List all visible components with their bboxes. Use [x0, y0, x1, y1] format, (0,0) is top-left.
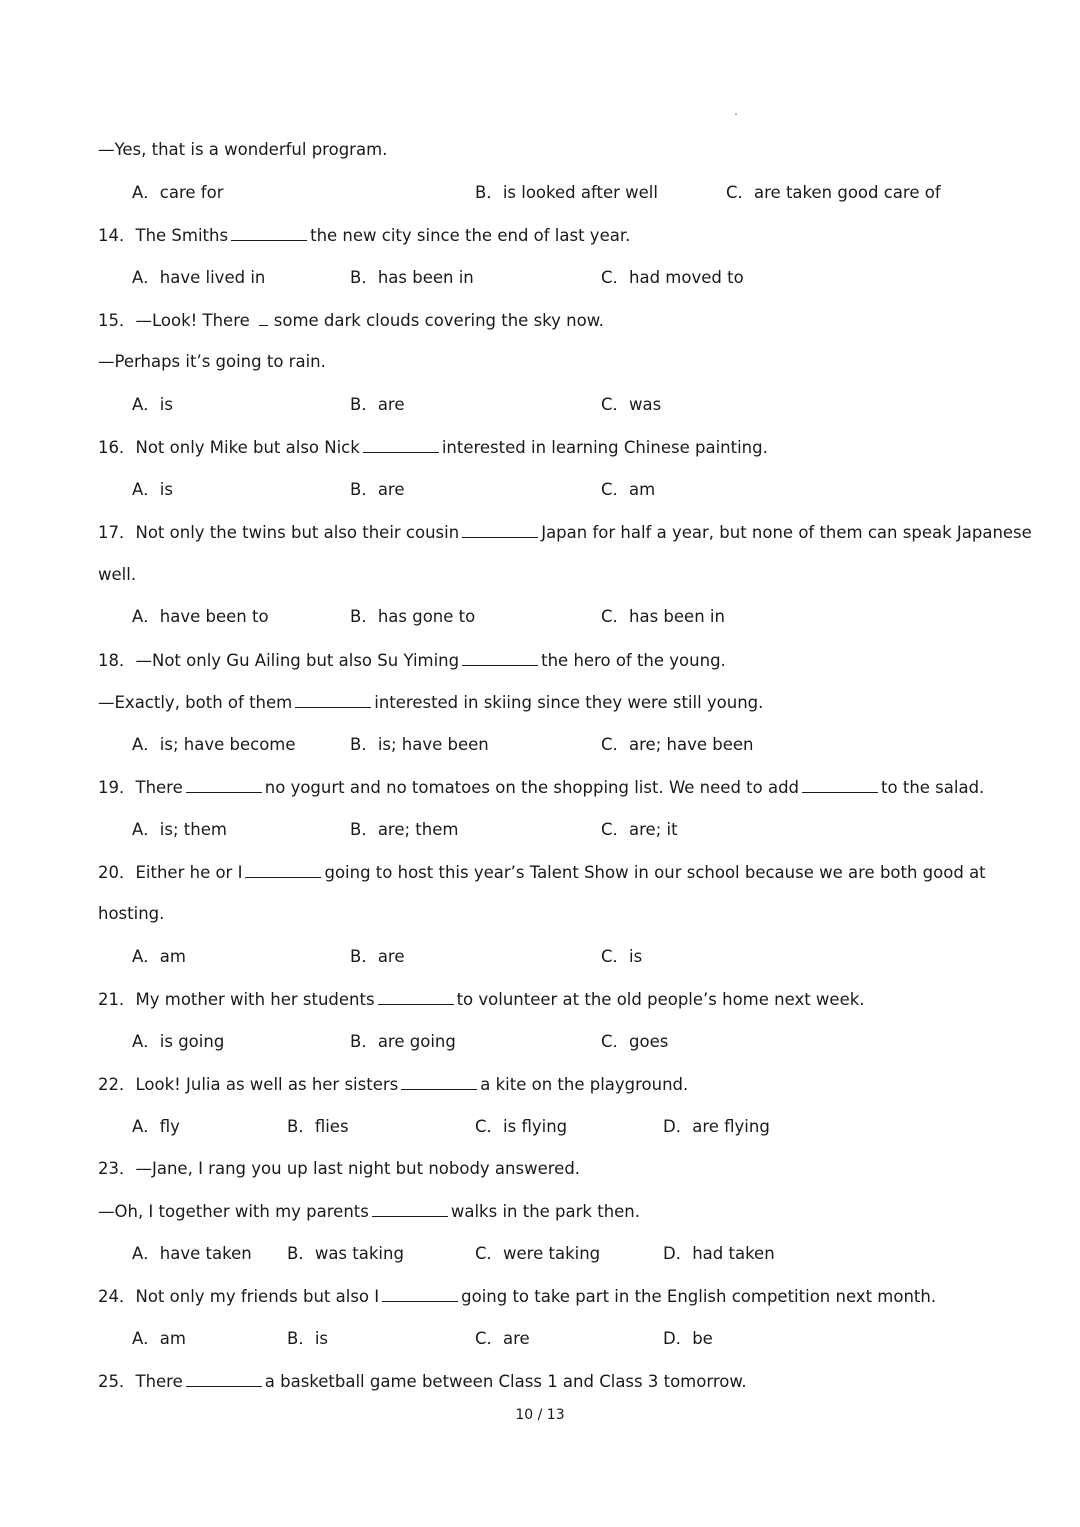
q17-option-b: B．has gone to [350, 607, 476, 626]
q25-text-start: 25．There [98, 1372, 183, 1391]
q18-text-start: 18．—Not only Gu Ailing but also Su Yiming [98, 651, 460, 670]
q16-option-b: B．are [350, 480, 405, 499]
q13-option-c: C．are taken good care of [726, 183, 941, 202]
q21-blank [378, 988, 454, 1005]
question-23: 23．—Jane, I rang you up last night but nobody answered. [98, 1159, 581, 1178]
scan-speck [735, 113, 737, 115]
q24-text-end: going to take part in the English competition next month. [461, 1287, 937, 1306]
q18-response-start: —Exactly, both of them [98, 693, 293, 712]
q22-option-d: D．are flying [663, 1117, 770, 1136]
q14-option-a: A．have lived in [132, 268, 266, 287]
q18-option-b: B．is; have been [350, 735, 489, 754]
question-16 [98, 436, 768, 459]
question-15 [98, 309, 604, 332]
q19-option-c: C．are; it [601, 820, 678, 839]
q15-option-b: B．are [350, 395, 405, 414]
q25-blank [186, 1370, 262, 1387]
q24-blank [382, 1285, 458, 1302]
q20-option-b: B．are [350, 947, 405, 966]
q15-text-start: 15．—Look! There [98, 311, 250, 330]
q22-option-a: A．fly [132, 1117, 180, 1136]
q23-option-a: A．have taken [132, 1244, 252, 1263]
q14-text-end: the new city since the end of last year. [310, 226, 631, 245]
q23-blank [372, 1200, 448, 1217]
q23-response-start: —Oh, I together with my parents [98, 1202, 369, 1221]
q19-blank-1 [186, 776, 262, 793]
q13-answer-line: —Yes, that is a wonderful program. [98, 140, 388, 159]
q19-blank-2 [802, 776, 878, 793]
question-25 [98, 1370, 747, 1393]
q17-option-c: C．has been in [601, 607, 725, 626]
q13-option-b: B．is looked after well [475, 183, 658, 202]
q17-text-start: 17．Not only the twins but also their cousin [98, 523, 460, 542]
question-22 [98, 1073, 688, 1096]
q16-option-c: C．am [601, 480, 656, 499]
q15-option-a: A．is [132, 395, 173, 414]
q20-option-a: A．am [132, 947, 186, 966]
q20-option-c: C．is [601, 947, 643, 966]
q24-text-start: 24．Not only my friends but also I [98, 1287, 380, 1306]
q18-blank-1 [462, 649, 538, 666]
q21-text-end: to volunteer at the old people’s home next week. [456, 990, 865, 1009]
q23-option-c: C．were taking [475, 1244, 601, 1263]
q20-blank [245, 861, 321, 878]
q18-option-c: C．are; have been [601, 735, 754, 754]
question-21 [98, 988, 865, 1011]
q15-response-line: —Perhaps it’s going to rain. [98, 352, 326, 371]
q24-option-d: D．be [663, 1329, 713, 1348]
q19-option-b: B．are; them [350, 820, 459, 839]
q16-text-end: interested in learning Chinese painting. [441, 438, 768, 457]
question-14 [98, 224, 630, 247]
q22-text-start: 22．Look! Julia as well as her sisters [98, 1075, 399, 1094]
q22-option-b: B．flies [287, 1117, 349, 1136]
q23-response-line [98, 1200, 640, 1223]
q23-response-end: walks in the park then. [450, 1202, 641, 1221]
q24-option-a: A．am [132, 1329, 186, 1348]
q21-option-c: C．goes [601, 1032, 669, 1051]
q19-text-start: 19．There [98, 778, 183, 797]
q19-text-middle: no yogurt and no tomatoes on the shopping list. We need to add [264, 778, 800, 797]
q25-text-end: a basketball game between Class 1 and Class 3 tomorrow. [264, 1372, 747, 1391]
q21-text-start: 21．My mother with her students [98, 990, 375, 1009]
q23-option-b: B．was taking [287, 1244, 404, 1263]
q22-text-end: a kite on the playground. [480, 1075, 689, 1094]
question-20 [98, 861, 986, 884]
q19-option-a: A．is; them [132, 820, 227, 839]
question-24 [98, 1285, 936, 1308]
question-18 [98, 649, 726, 672]
page-number: 10 / 13 [515, 1407, 565, 1423]
q17-option-a: A．have been to [132, 607, 269, 626]
q13-option-a: A．care for [132, 183, 224, 202]
q17-blank [462, 521, 538, 538]
q15-blank [259, 309, 268, 326]
q16-blank [363, 436, 439, 453]
q24-option-c: C．are [475, 1329, 530, 1348]
q14-option-b: B．has been in [350, 268, 474, 287]
q22-blank [401, 1073, 477, 1090]
q21-option-a: A．is going [132, 1032, 225, 1051]
q21-option-b: B．are going [350, 1032, 456, 1051]
q16-text-start: 16．Not only Mike but also Nick [98, 438, 360, 457]
question-17 [98, 521, 1032, 544]
q22-option-c: C．is flying [475, 1117, 568, 1136]
q14-option-c: C．had moved to [601, 268, 744, 287]
q16-option-a: A．is [132, 480, 173, 499]
q20-continuation: hosting. [98, 904, 165, 923]
q14-text-start: 14．The Smiths [98, 226, 229, 245]
question-19 [98, 776, 984, 799]
q18-option-a: A．is; have become [132, 735, 296, 754]
q20-text-end: going to host this year’s Talent Show in our school because we are both good at [324, 863, 986, 882]
q15-option-c: C．was [601, 395, 662, 414]
q17-continuation: well. [98, 565, 137, 584]
q15-text-end: some dark clouds covering the sky now. [273, 311, 604, 330]
q18-response-line [98, 691, 763, 714]
q20-text-start: 20．Either he or I [98, 863, 243, 882]
q17-text-end: Japan for half a year, but none of them can speak Japanese [541, 523, 1032, 542]
q19-text-end: to the salad. [881, 778, 985, 797]
q14-blank [231, 224, 307, 241]
q18-text-end: the hero of the young. [541, 651, 726, 670]
q18-blank-2 [295, 691, 371, 708]
q18-response-end: interested in skiing since they were still young. [374, 693, 764, 712]
q23-option-d: D．had taken [663, 1244, 775, 1263]
q24-option-b: B．is [287, 1329, 329, 1348]
